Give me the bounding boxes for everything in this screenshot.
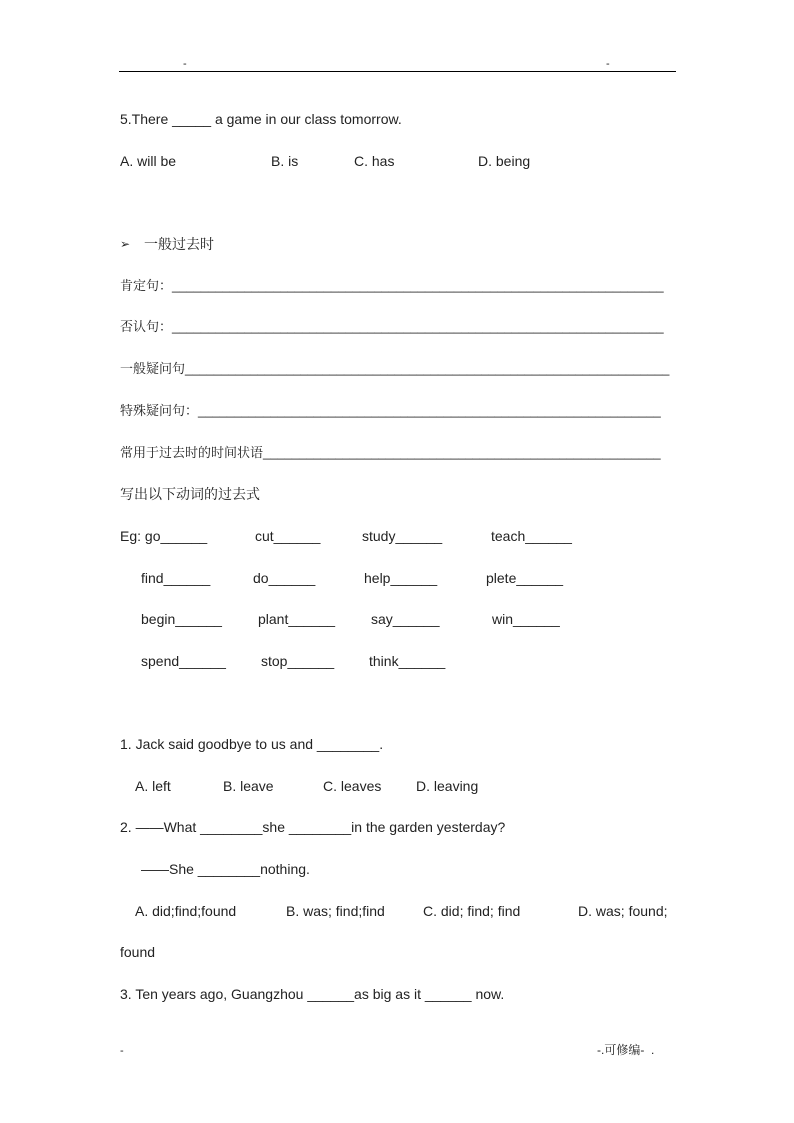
header-right-mark: - [606, 58, 610, 70]
q5-option-b: B. is [271, 153, 299, 169]
q2-option-c: C. did; find; find [423, 903, 521, 919]
q2-option-d: D. was; found; [578, 903, 668, 919]
q2-option-wrap: found [120, 944, 156, 960]
affirmative-line: 肯定句：____________________________________________________________________ [120, 278, 664, 293]
q3-question: 3. Ten years ago, Guangzhou ______as big as it ______ now. [120, 986, 505, 1002]
verbs-title: 写出以下动词的过去式 [120, 486, 260, 502]
header-rule [119, 71, 676, 72]
verb-item: cut______ [255, 528, 321, 544]
q2-answer-line: ——She ________nothing. [141, 861, 310, 877]
time-adverbial-line: 常用于过去时的时间状语_______________________________________________________ [120, 445, 661, 460]
q5-option-c: C. has [354, 153, 395, 169]
header-left-mark: - [183, 58, 187, 70]
q5-option-a: A. will be [120, 153, 177, 169]
verb-item: say______ [371, 611, 440, 627]
q2-option-a: A. did;find;found [135, 903, 237, 919]
verb-item: win______ [492, 611, 560, 627]
q5-option-d: D. being [478, 153, 531, 169]
verb-item: study______ [362, 528, 443, 544]
bullet-arrow-icon: ➢ [120, 237, 131, 251]
verb-item: plete______ [486, 570, 564, 586]
q1-option-a: A. left [135, 778, 171, 794]
negative-line: 否认句：____________________________________________________________________ [120, 319, 664, 334]
q1-option-b: B. leave [223, 778, 274, 794]
verb-item: spend______ [141, 653, 226, 669]
footer-left-mark: - [120, 1045, 124, 1057]
special-question-line: 特殊疑问句：________________________________________________________________ [120, 403, 661, 418]
verb-item: stop______ [261, 653, 335, 669]
section-title: 一般过去时 [144, 236, 214, 252]
verb-item: teach______ [491, 528, 572, 544]
q5-question: 5.There _____ a game in our class tomorrow. [120, 111, 402, 127]
general-question-line: 一般疑问句___________________________________________________________________ [120, 361, 670, 376]
verb-item: help______ [364, 570, 438, 586]
q2-option-b: B. was; find;find [286, 903, 385, 919]
q1-option-c: C. leaves [323, 778, 382, 794]
footer-text: -.可修编- . [597, 1043, 655, 1057]
q2-question: 2. ——What ________she ________in the garden yesterday? [120, 819, 506, 835]
q1-question: 1. Jack said goodbye to us and ________. [120, 736, 384, 752]
verb-item: plant______ [258, 611, 336, 627]
q1-option-d: D. leaving [416, 778, 479, 794]
verb-item: begin______ [141, 611, 222, 627]
verb-item: think______ [369, 653, 446, 669]
verb-item: find______ [141, 570, 211, 586]
verb-item: Eg: go______ [120, 528, 208, 544]
verb-item: do______ [253, 570, 316, 586]
